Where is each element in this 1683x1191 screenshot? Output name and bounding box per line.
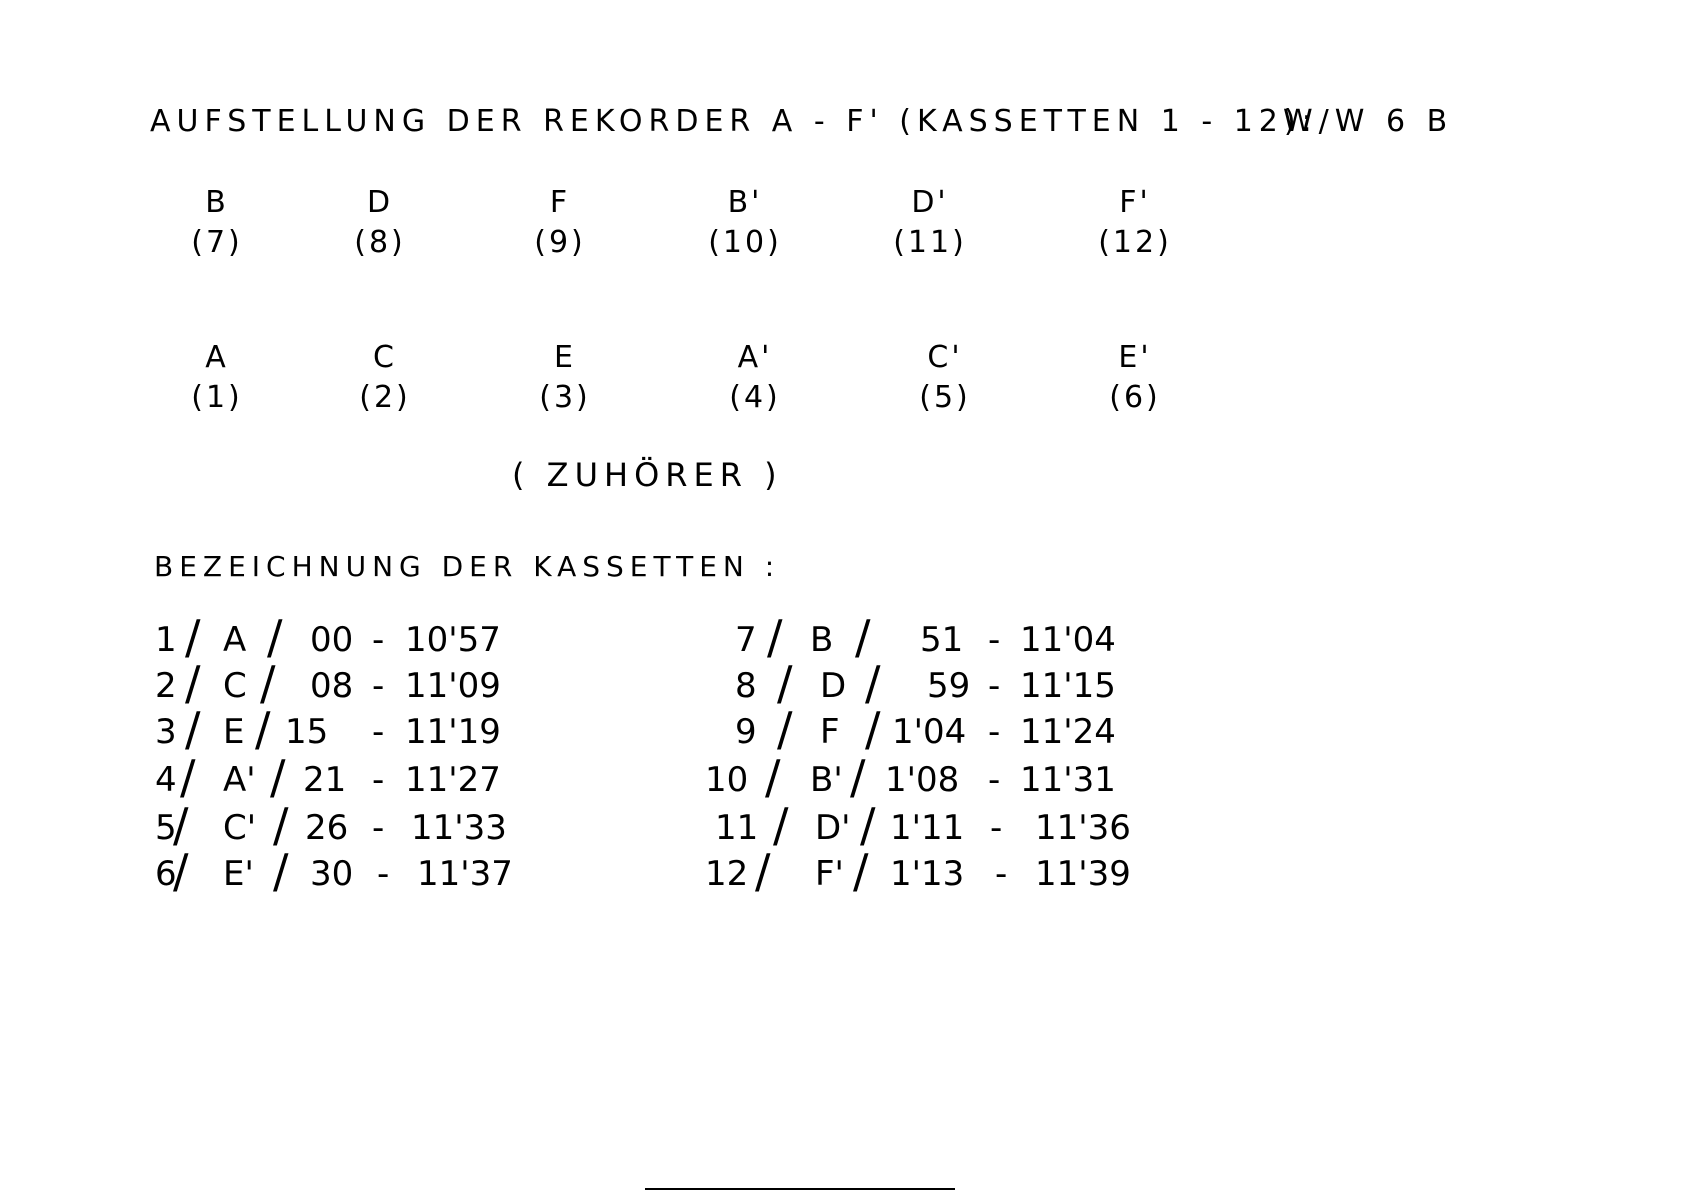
cassette-recorder: C' xyxy=(223,808,257,848)
cassette-start: 30 xyxy=(310,854,354,894)
recorder-number: (5) xyxy=(919,380,971,415)
cassette-end: 11'31 xyxy=(1020,760,1116,800)
dash: - xyxy=(372,620,385,660)
cassette-start: 15 xyxy=(285,712,329,752)
separator: / xyxy=(855,610,871,664)
cassette-recorder: E' xyxy=(223,854,254,894)
cassette-end: 11'09 xyxy=(405,666,501,706)
cassette-number: 8 xyxy=(735,666,757,706)
separator: / xyxy=(173,844,189,898)
separator: / xyxy=(755,844,771,898)
dash: - xyxy=(372,808,385,848)
cassette-end: 11'39 xyxy=(1035,854,1131,894)
recorder-letter: D' xyxy=(911,185,949,220)
dash: - xyxy=(995,854,1008,894)
cassette-recorder: B xyxy=(810,620,834,660)
cassette-start: 59 xyxy=(927,666,971,706)
recorder-c-prime xyxy=(900,340,990,415)
recorder-letter: C' xyxy=(927,340,963,375)
recorder-b-prime xyxy=(700,185,790,260)
dash: - xyxy=(988,666,1001,706)
cassette-end: 11'36 xyxy=(1035,808,1131,848)
separator: / xyxy=(273,798,289,852)
separator: / xyxy=(853,844,869,898)
bottom-rule xyxy=(645,1188,955,1190)
separator: / xyxy=(767,610,783,664)
separator: / xyxy=(185,702,201,756)
recorder-c xyxy=(340,340,430,415)
cassette-recorder: D xyxy=(820,666,847,706)
cassette-number: 12 xyxy=(705,854,749,894)
cassette-start: 21 xyxy=(303,760,347,800)
recorder-d xyxy=(335,185,425,260)
recorder-letter: A xyxy=(205,340,229,375)
cassette-start: 26 xyxy=(305,808,349,848)
recorder-a-prime xyxy=(710,340,800,415)
document-code: W/W 6 B xyxy=(1283,104,1454,139)
cassette-start: 1'04 xyxy=(892,712,967,752)
dash: - xyxy=(988,712,1001,752)
cassette-number: 10 xyxy=(705,760,749,800)
cassette-number: 9 xyxy=(735,712,757,752)
dash: - xyxy=(372,712,385,752)
cassette-end: 11'15 xyxy=(1020,666,1116,706)
recorder-e xyxy=(520,340,610,415)
recorder-b xyxy=(172,185,262,260)
separator: / xyxy=(173,798,189,852)
cassette-end: 10'57 xyxy=(405,620,501,660)
recorder-number: (2) xyxy=(359,380,411,415)
separator: / xyxy=(185,610,201,664)
cassette-recorder: B' xyxy=(810,760,843,800)
cassette-number: 4 xyxy=(155,760,177,800)
cassette-recorder: C xyxy=(223,666,247,706)
recorder-e-prime xyxy=(1090,340,1180,415)
recorder-letter: F xyxy=(549,185,571,220)
recorder-letter: E xyxy=(554,340,576,375)
cassette-recorder: E xyxy=(223,712,245,752)
cassette-start: 1'11 xyxy=(890,808,965,848)
cassette-end: 11'33 xyxy=(411,808,507,848)
dash: - xyxy=(372,760,385,800)
cassette-end: 11'19 xyxy=(405,712,501,752)
separator: / xyxy=(255,702,271,756)
recorder-letter: B' xyxy=(727,185,763,220)
separator: / xyxy=(260,656,276,710)
cassette-recorder: F xyxy=(820,712,840,752)
cassette-end: 11'04 xyxy=(1020,620,1116,660)
separator: / xyxy=(865,656,881,710)
separator: / xyxy=(185,656,201,710)
dash: - xyxy=(988,760,1001,800)
cassette-start: 1'13 xyxy=(890,854,965,894)
recorder-number: (4) xyxy=(729,380,781,415)
cassette-number: 7 xyxy=(735,620,757,660)
recorder-number: (6) xyxy=(1109,380,1161,415)
recorder-number: (9) xyxy=(534,225,586,260)
recorder-letter: D xyxy=(366,185,394,220)
cassette-start: 08 xyxy=(310,666,354,706)
separator: / xyxy=(860,798,876,852)
cassette-end: 11'27 xyxy=(405,760,501,800)
audience-label: ( ZUHÖRER ) xyxy=(512,456,783,494)
cassette-number: 11 xyxy=(715,808,759,848)
cassette-end: 11'37 xyxy=(417,854,513,894)
cassette-recorder: D' xyxy=(815,808,851,848)
separator: / xyxy=(273,844,289,898)
cassette-start: 51 xyxy=(920,620,964,660)
recorder-letter: A' xyxy=(737,340,773,375)
separator: / xyxy=(850,750,866,804)
recorder-d-prime xyxy=(885,185,975,260)
separator: / xyxy=(777,702,793,756)
recorder-number: (11) xyxy=(893,225,967,260)
recorder-f xyxy=(515,185,605,260)
dash: - xyxy=(377,854,390,894)
recorder-number: (12) xyxy=(1098,225,1172,260)
dash: - xyxy=(990,808,1003,848)
recorder-f-prime xyxy=(1090,185,1180,260)
recorder-letter: E' xyxy=(1118,340,1152,375)
recorder-number: (7) xyxy=(191,225,243,260)
separator: / xyxy=(865,702,881,756)
cassette-start: 1'08 xyxy=(885,760,960,800)
dash: - xyxy=(372,666,385,706)
cassette-number: 5 xyxy=(155,808,177,848)
separator: / xyxy=(777,656,793,710)
cassette-recorder: A xyxy=(223,620,247,660)
dash: - xyxy=(988,620,1001,660)
separator: / xyxy=(180,750,196,804)
cassette-number: 1 xyxy=(155,620,177,660)
recorder-letter: C xyxy=(373,340,397,375)
cassette-start: 00 xyxy=(310,620,354,660)
recorder-number: (10) xyxy=(708,225,782,260)
recorder-letter: F' xyxy=(1119,185,1151,220)
recorder-number: (1) xyxy=(191,380,243,415)
cassette-number: 3 xyxy=(155,712,177,752)
recorder-number: (3) xyxy=(539,380,591,415)
page-title: AUFSTELLUNG DER REKORDER A - F' (KASSETTEN 1 - 12): xyxy=(150,104,1318,139)
cassette-number: 6 xyxy=(155,854,177,894)
separator: / xyxy=(267,610,283,664)
recorder-number: (8) xyxy=(354,225,406,260)
separator: / xyxy=(773,798,789,852)
recorder-letter: B xyxy=(205,185,229,220)
recorder-a xyxy=(172,340,262,415)
cassette-end: 11'24 xyxy=(1020,712,1116,752)
cassette-number: 2 xyxy=(155,666,177,706)
cassette-recorder: F' xyxy=(815,854,844,894)
section-heading: BEZEICHNUNG DER KASSETTEN : xyxy=(154,550,781,583)
separator: / xyxy=(270,750,286,804)
cassette-recorder: A' xyxy=(223,760,256,800)
separator: / xyxy=(765,750,781,804)
